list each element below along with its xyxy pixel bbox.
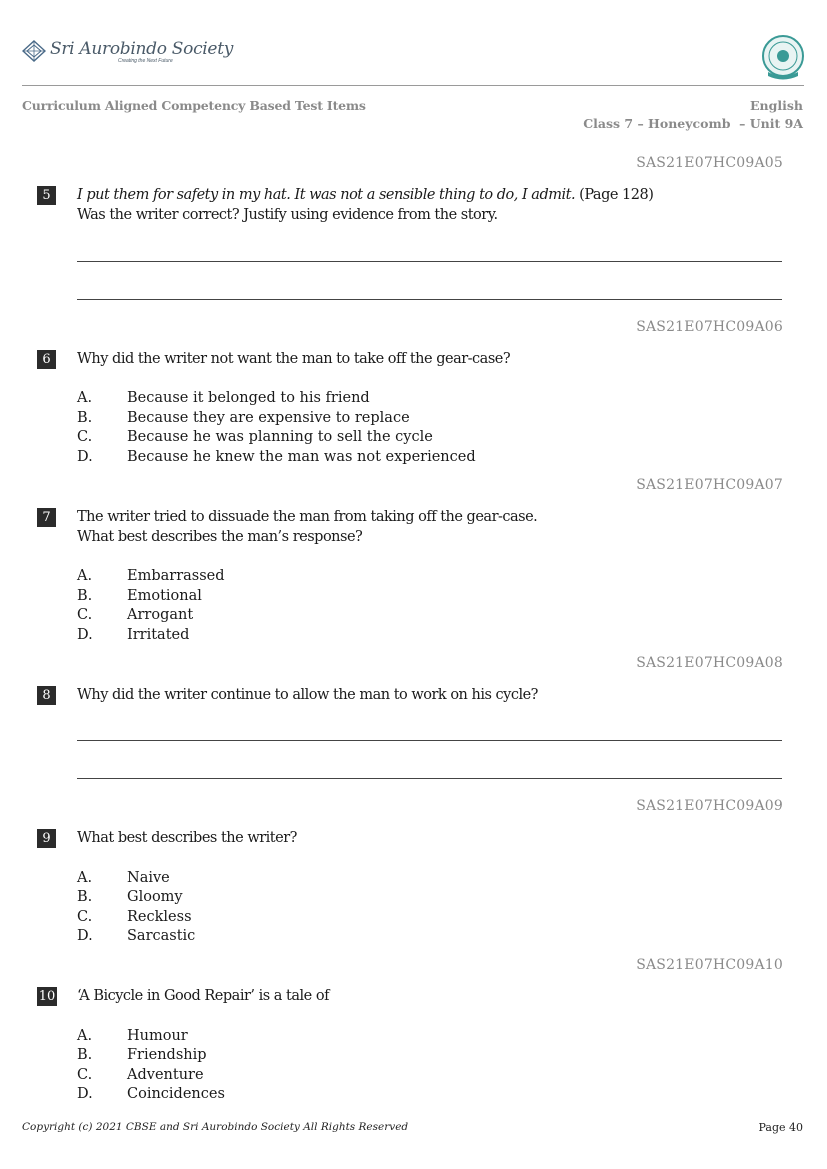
question-text: Was the writer correct? Justify using evidence from the story. xyxy=(77,207,498,223)
answer-option[interactable]: A. Naive xyxy=(77,870,170,886)
answer-option[interactable]: A. Humour xyxy=(77,1028,188,1044)
item-code: SAS21E07HC09A09 xyxy=(636,798,783,814)
answer-option[interactable]: C. Reckless xyxy=(77,909,192,925)
answer-option[interactable]: B. Emotional xyxy=(77,588,202,604)
question-number: 8 xyxy=(37,686,56,705)
quoted-excerpt: I put them for safety in my hat. It was not a sensible thing to do, I admit. xyxy=(77,187,576,203)
question-text: The writer tried to dissuade the man from taking off the gear-case. xyxy=(77,509,538,525)
answer-option[interactable]: D. Irritated xyxy=(77,627,190,643)
answer-line[interactable] xyxy=(77,740,782,741)
answer-option[interactable]: A. Embarrassed xyxy=(77,568,225,584)
answer-line[interactable] xyxy=(77,299,782,300)
sri-aurobindo-society-logo xyxy=(22,38,234,66)
answer-option[interactable]: C. Because he was planning to sell the cycle xyxy=(77,429,433,445)
cbse-seal-logo xyxy=(760,34,806,82)
logo-tagline: Creating the Next Future xyxy=(118,58,173,64)
answer-option[interactable]: B. Because they are expensive to replace xyxy=(77,410,410,426)
item-code: SAS21E07HC09A05 xyxy=(636,155,783,171)
class-unit-label: Class 7 – Honeycomb – Unit 9A xyxy=(583,116,803,131)
page-reference: (Page 128) xyxy=(575,187,654,203)
document-series-title: Curriculum Aligned Competency Based Test Items xyxy=(22,98,366,113)
answer-option[interactable]: D. Coincidences xyxy=(77,1086,225,1102)
question-number: 9 xyxy=(37,829,56,848)
question-text: What best describes the writer? xyxy=(77,830,297,846)
copyright-notice: Copyright (c) 2021 CBSE and Sri Aurobindo Society All Rights Reserved xyxy=(22,1121,409,1133)
question-number: 6 xyxy=(37,350,56,369)
question-text: What best describes the man’s response? xyxy=(77,529,363,545)
question-text: Why did the writer continue to allow the man to work on his cycle? xyxy=(77,687,538,703)
item-code: SAS21E07HC09A07 xyxy=(636,477,783,493)
answer-option[interactable]: D. Sarcastic xyxy=(77,928,196,944)
question-text xyxy=(77,186,653,206)
item-code: SAS21E07HC09A06 xyxy=(636,319,783,335)
answer-line[interactable] xyxy=(77,261,782,262)
logo-name: Sri Aurobindo Society xyxy=(50,39,234,59)
header-divider xyxy=(22,85,804,86)
item-code: SAS21E07HC09A10 xyxy=(636,957,783,973)
page-number: Page 40 xyxy=(758,1121,803,1134)
cbse-seal-icon xyxy=(760,34,806,82)
answer-option[interactable]: C. Arrogant xyxy=(77,607,194,623)
item-code: SAS21E07HC09A08 xyxy=(636,655,783,671)
question-number: 5 xyxy=(37,186,56,205)
question-text: ‘A Bicycle in Good Repair’ is a tale of xyxy=(77,988,329,1004)
society-emblem-icon xyxy=(22,40,46,62)
question-number: 7 xyxy=(37,508,56,527)
answer-option[interactable]: B. Gloomy xyxy=(77,889,183,905)
question-number: 10 xyxy=(38,989,56,1004)
answer-option[interactable]: D. Because he knew the man was not experienced xyxy=(77,449,476,465)
answer-option[interactable]: B. Friendship xyxy=(77,1047,207,1063)
answer-option[interactable]: C. Adventure xyxy=(77,1067,204,1083)
answer-line[interactable] xyxy=(77,778,782,779)
subject-label: English xyxy=(750,98,803,113)
question-text: Why did the writer not want the man to take off the gear-case? xyxy=(77,351,511,367)
answer-option[interactable]: A. Because it belonged to his friend xyxy=(77,390,370,406)
